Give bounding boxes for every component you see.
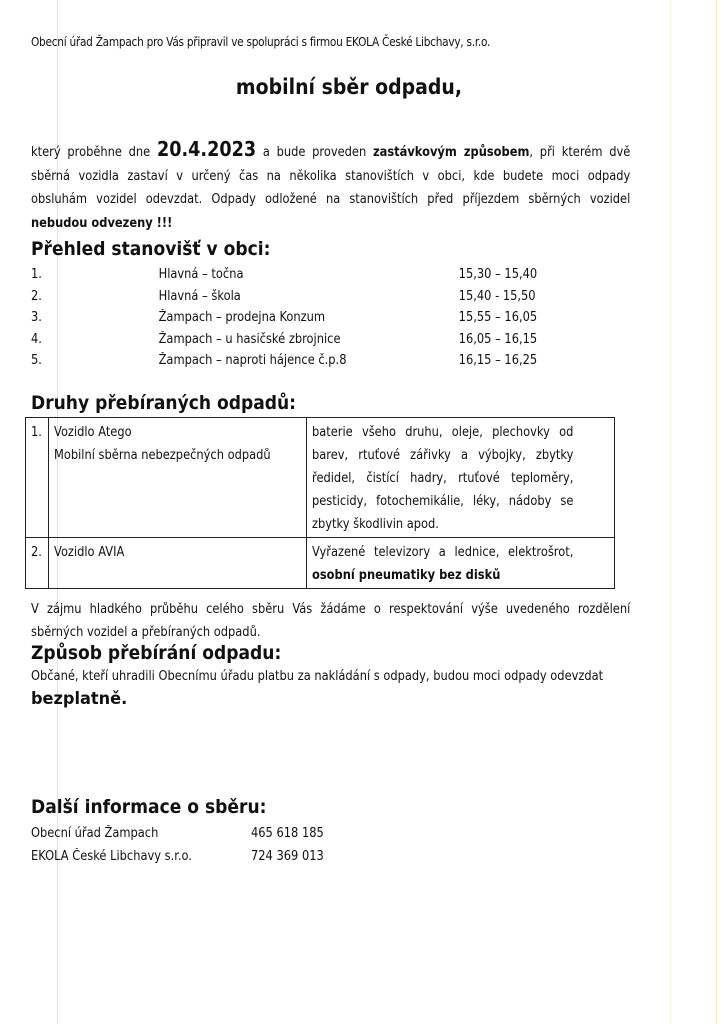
waste-line-bold: osobní pneumatiky bez disků [311, 568, 500, 583]
contact-row [31, 845, 383, 868]
stop-row [31, 307, 594, 329]
info-heading: Další informace o sběru: [31, 796, 267, 818]
text-segment: , při kterém dvě [529, 145, 631, 160]
collection-method: zastávkovým způsobem [372, 145, 530, 160]
method-heading: Způsob přebírání odpadu: [31, 642, 282, 664]
document-title: mobilní sběr odpadu, [235, 75, 463, 99]
vehicle-name: Vozidlo AVIA [54, 545, 125, 560]
stop-name: Žampach – u hasičské zbrojnice [158, 331, 341, 347]
warning-text: nebudou odvezeny !!! [31, 215, 173, 231]
stop-time: 15,30 – 15,40 [458, 267, 538, 282]
stops-list [31, 264, 591, 372]
contact-phone: 465 618 185 [251, 826, 324, 841]
row-number-cell [26, 418, 49, 538]
free-of-charge-emphasis: bezplatně. [31, 689, 128, 709]
waste-line: baterie všeho druhu, oleje, plechovky od [311, 425, 573, 440]
stop-row [31, 286, 594, 308]
stop-number: 3. [31, 310, 42, 325]
row-number: 1. [31, 425, 42, 440]
vehicle-description: Mobilní sběrna nebezpečných odpadů [54, 448, 272, 463]
request-line-2: sběrných vozidel a přebíraných odpadů. [31, 625, 261, 640]
text-segment: a bude proveden [256, 145, 373, 160]
intro-text: Obecní úřad Žampach pro Vás připravil ve spolupráci s firmou EKOLA České Libchavy, s.r.o. [31, 35, 491, 49]
stop-number: 4. [31, 331, 42, 347]
request-paragraph [31, 598, 631, 644]
contact-phone: 724 369 013 [251, 849, 324, 864]
stop-number: 5. [31, 353, 42, 368]
contact-name: EKOLA České Libchavy s.r.o. [31, 849, 192, 864]
row-number-cell [26, 538, 49, 589]
waste-types-heading: Druhy přebíraných odpadů: [31, 392, 297, 414]
waste-line: zbytky škodlivin apod. [311, 517, 439, 532]
announcement-line-2: sběrná vozidla zastaví v určený čas na několika stanovištích v obci, kde budete moci odpady [31, 168, 631, 184]
method-line-1: Občané, kteří uhradili Obecnímu úřadu platbu za nakládání s odpady, budou moci odpady odevzdat [31, 669, 604, 684]
stop-time: 15,55 – 16,05 [458, 310, 538, 325]
waste-list-cell [306, 538, 614, 589]
contact-name: Obecní úřad Žampach [31, 826, 159, 841]
text-segment: který proběhne dne [31, 145, 157, 160]
table-row [26, 538, 615, 589]
vehicle-cell [49, 418, 306, 538]
waste-list-cell [306, 418, 614, 538]
method-paragraph [31, 666, 631, 712]
contacts-list [31, 822, 431, 868]
stop-name: Hlavná – točna [158, 267, 244, 282]
stop-number: 1. [31, 267, 42, 282]
scan-artifact-line [716, 0, 717, 1024]
stop-row [31, 264, 594, 286]
scan-artifact-line [670, 0, 671, 1024]
waste-line: pesticidy, fotochemikálie, léky, nádoby se [311, 494, 573, 509]
stop-number: 2. [31, 288, 42, 304]
stop-time: 16,15 – 16,25 [458, 353, 538, 368]
stop-name: Žampach – prodejna Konzum [158, 310, 326, 325]
waste-line: ředidel, čistící hadry, rtuťové teploměry, [311, 471, 573, 486]
stop-row [31, 350, 594, 372]
announcement-line-1 [31, 138, 630, 165]
table-row [26, 418, 615, 538]
row-number: 2. [31, 545, 42, 560]
vehicle-name: Vozidlo Atego [54, 425, 133, 440]
stop-time: 15,40 - 15,50 [458, 288, 536, 304]
stop-row [31, 329, 594, 351]
waste-line: Vyřazené televizory a lednice, elektrošrot, [311, 545, 573, 560]
announcement-paragraph [31, 138, 631, 235]
stop-name: Žampach – naproti hájence č.p.8 [158, 353, 347, 368]
vehicle-cell [49, 538, 306, 589]
request-line-1: V zájmu hladkého průběhu celého sběru Vás žádáme o respektování výše uvedeného rozdělení [31, 602, 631, 617]
announcement-line-3: obsluhám vozidel odevzdat. Odpady odložené na stanovištích před příjezdem sběrných vozidel [31, 192, 631, 207]
stop-time: 16,05 – 16,15 [458, 331, 538, 347]
waste-types-table [25, 417, 615, 589]
waste-line: barev, rtuťové zářivky a výbojky, zbytky [311, 448, 573, 463]
stop-name: Hlavná – škola [158, 288, 241, 304]
collection-date: 20.4.2023 [156, 137, 257, 161]
contact-row [31, 822, 383, 845]
stops-heading: Přehled stanovišť v obci: [31, 238, 271, 260]
